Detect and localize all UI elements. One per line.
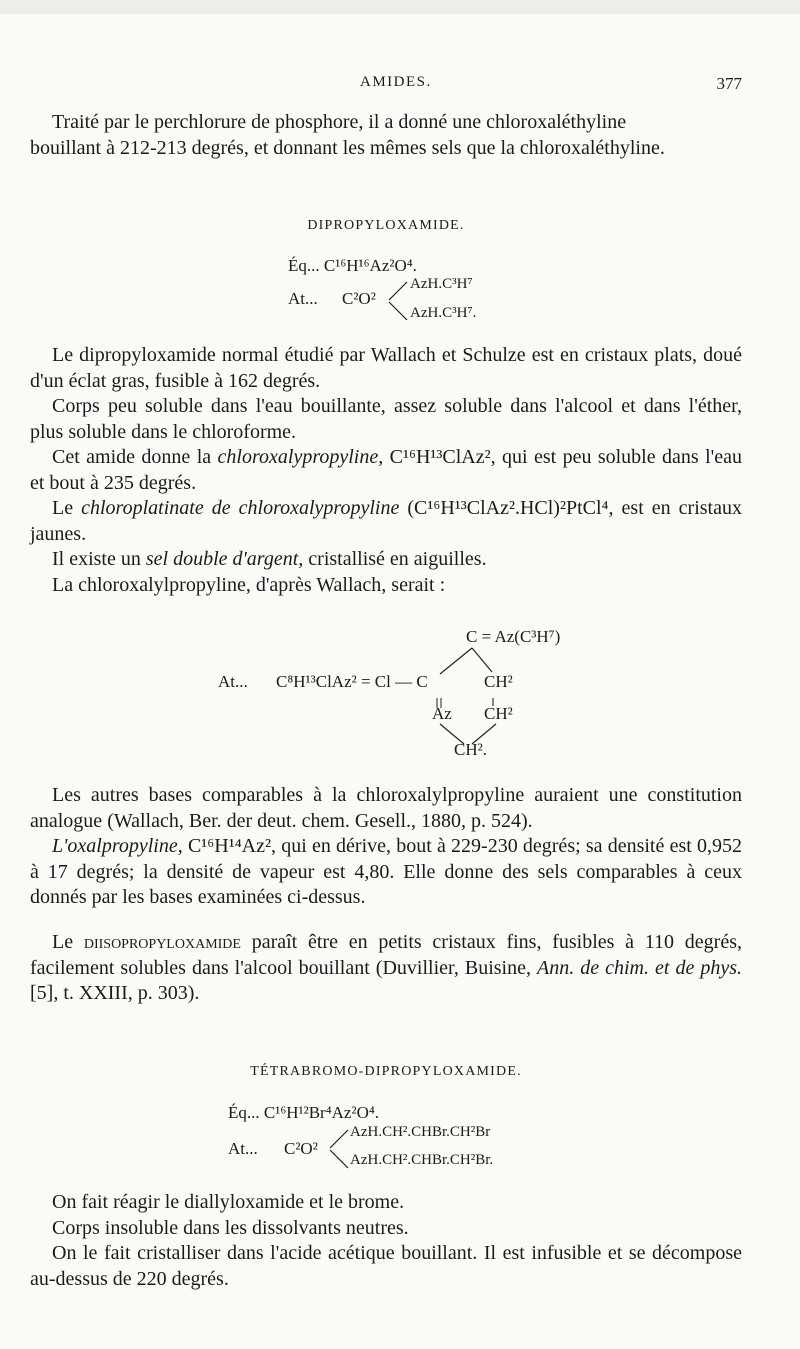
structure-az: Az	[432, 704, 452, 723]
paper-shadow-top	[0, 0, 800, 14]
at-branch-2-2: AzH.CH².CHBr.CH²Br.	[350, 1152, 494, 1168]
at-core: C²O²	[342, 289, 376, 308]
paragraph-tetrabromo-1: On fait réagir le diallyloxamide et le brome.	[52, 1191, 405, 1213]
at-branch-2: AzH.C³H⁷.	[410, 305, 477, 321]
paragraph-dipropyl-2: Corps peu soluble dans l'eau bouillante, assez soluble dans l'alcool et dans l'éther, plus soluble dans le chloroforme.	[30, 395, 742, 443]
eq-formula-2: C¹⁶H¹²Br⁴Az²O⁴.	[263, 1103, 380, 1122]
section1b-body	[30, 783, 742, 911]
at-branch-1-2: AzH.CH².CHBr.CH²Br	[350, 1124, 491, 1140]
structure-ch2-a: CH²	[484, 672, 513, 691]
structure-bonds	[420, 640, 530, 750]
structure-ch2-c: CH².	[454, 740, 487, 759]
paragraph-dipropyl-5: Il existe un sel double d'argent, cristallisé en aiguilles.	[52, 548, 487, 570]
eq-formula-line	[288, 256, 417, 276]
at-core-2: C²O²	[284, 1139, 318, 1158]
at-prefix-2: At...	[228, 1139, 258, 1158]
paragraph-dipropyl-3: Cet amide donne la chloroxalypropyline, C¹⁶H¹³ClAz², qui est peu soluble dans l'eau et bout à 235 degrés.	[30, 446, 742, 494]
structure-at-label: At...	[218, 672, 248, 691]
eq-prefix-2: Éq...	[228, 1103, 260, 1122]
eq-formula: C¹⁶H¹⁶Az²O⁴.	[323, 256, 417, 275]
paragraph-dipropyl-4: Le chloroplatinate de chloroxalypropyline (C¹⁶H¹³ClAz².HCl)²PtCl⁴, est en cristaux jaunes.	[30, 497, 742, 545]
intro-line-2: bouillant à 212-213 degrés, et donnant les mêmes sels que la chloroxaléthyline.	[30, 136, 665, 159]
at-prefix: At...	[288, 289, 318, 308]
intro-paragraph	[30, 110, 742, 161]
page-header	[30, 74, 742, 100]
section3-body	[30, 1190, 742, 1292]
at-branch-1: AzH.C³H⁷	[410, 276, 473, 292]
paragraph-tetrabromo-2: Corps insoluble dans les dissolvants neutres.	[52, 1216, 409, 1239]
paragraph-dipropyl-6: La chloroxalylpropyline, d'après Wallach, serait :	[52, 573, 446, 596]
paragraph-dipropyl-1: Le dipropyloxamide normal étudié par Wallach et Schulze est en cristaux plats, doué d'un éclat gras, fusible à 162 degrés.	[30, 344, 742, 392]
section1-body	[30, 343, 742, 598]
structure-ch2-b: CH²	[484, 704, 513, 723]
page-number: 377	[716, 74, 742, 93]
eq-prefix: Éq...	[288, 256, 320, 275]
section-title-dipropyloxamide: DIPROPYLOXAMIDE.	[307, 218, 465, 233]
structure-formula: C⁸H¹³ClAz² = Cl — C	[276, 672, 428, 691]
intro-line-1: Traité par le perchlorure de phosphore, il a donné une chloroxaléthyline	[52, 111, 627, 133]
section-diisopropyloxamide	[30, 930, 742, 1007]
paragraph-tetrabromo-3: On le fait cristalliser dans l'acide acétique bouillant. Il est infusible et se décompose au-dessus de 220 degrés.	[30, 1242, 742, 1290]
section-title-tetrabromo: TÉTRABROMO-DIPROPYLOXAMIDE.	[250, 1064, 522, 1079]
paragraph-comparable-bases: Les autres bases comparables à la chloroxalylpropyline auraient une constitution analogue (Wallach, Ber. der deut. chem. Gesell., 1880, p. 524).	[30, 784, 742, 832]
paragraph-oxalpropyline: L'oxalpropyline, C¹⁶H¹⁴Az², qui en dérive, bout à 229-230 degrés; sa densité est 0,952 à 17 degrés; la densité de vapeur est 4,80. Elle donne des sels comparables à ceux donnés par les bases examinées ci-dessus.	[30, 835, 742, 908]
eq-formula-line-2	[228, 1103, 379, 1123]
paragraph-diisopropyloxamide: Le diisopropyloxamide paraît être en petits cristaux fins, fusibles à 110 degrés, facilement solubles dans l'alcool bouillant (Duvillier, Buisine, Ann. de chim. et de phys. [5], t. XXIII, p. 303).	[30, 931, 742, 1004]
running-title: AMIDES.	[360, 74, 432, 90]
structure-top: C = Az(C³H⁷)	[466, 627, 561, 646]
